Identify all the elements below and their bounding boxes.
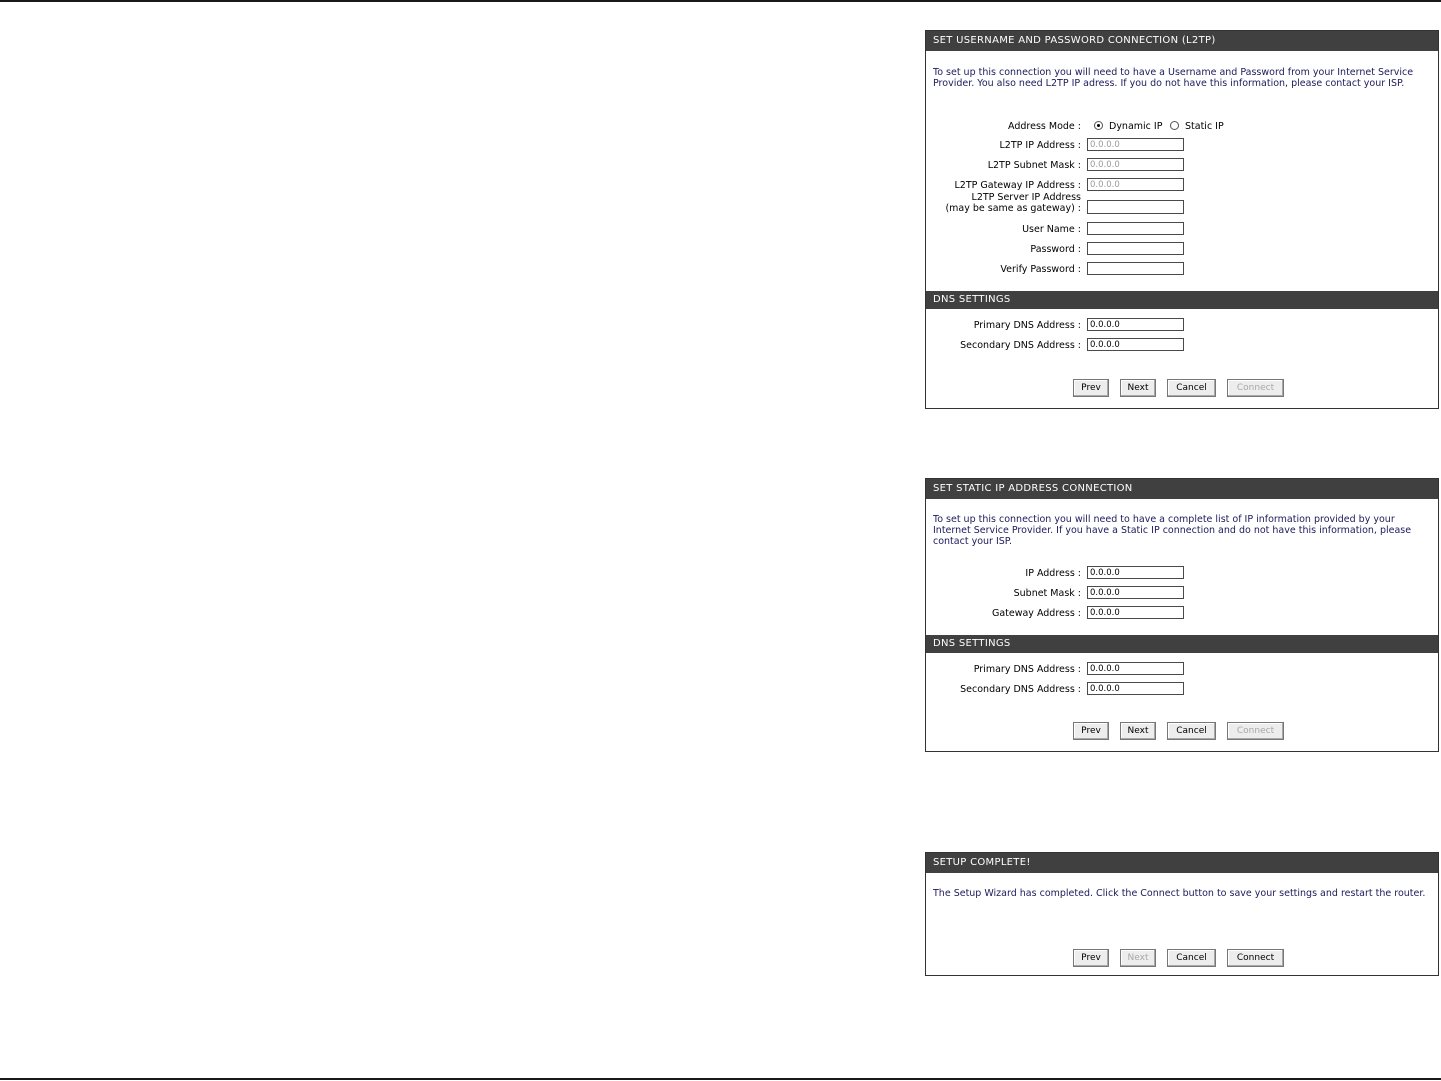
complete-title: SETUP COMPLETE! [933,857,1031,868]
static-secondary-dns-row [926,682,1438,698]
static-next-button[interactable]: Next [1120,722,1156,740]
static-gateway-row [926,606,1438,622]
static-subnet-label: Subnet Mask : [1013,588,1081,599]
l2tp-title: SET USERNAME AND PASSWORD CONNECTION (L2TP) [933,35,1216,46]
static-ip-label: IP Address : [1025,568,1081,579]
primary-dns-label: Primary DNS Address : [973,320,1081,331]
l2tp-intro: To set up this connection you will need to have a Username and Password from your Internet Service Provider. You also need L2TP IP adress. If you do not have this information, please contact your ISP. [933,67,1414,89]
complete-connect-button[interactable]: Connect [1227,949,1284,967]
static-cancel-button[interactable]: Cancel [1167,722,1216,740]
cancel-button[interactable]: Cancel [1167,379,1216,397]
l2tp-server-row [926,192,1438,216]
verify-password-input[interactable] [1087,262,1184,275]
l2tp-server-label-line2: (may be same as gateway) : [945,203,1081,214]
static-connect-button[interactable]: Connect [1227,722,1284,740]
l2tp-gateway-input[interactable]: 0.0.0.0 [1087,178,1184,191]
static-ip-label[interactable]: Static IP [1185,121,1224,132]
l2tp-gateway-label: L2TP Gateway IP Address : [954,180,1081,191]
address-mode-label: Address Mode : [1008,121,1081,132]
static-dns-title: DNS SETTINGS [933,638,1011,649]
username-row [926,222,1438,238]
l2tp-ip-row [926,138,1438,154]
l2tp-subnet-label: L2TP Subnet Mask : [987,160,1081,171]
l2tp-subnet-input[interactable]: 0.0.0.0 [1087,158,1184,171]
l2tp-ip-label: L2TP IP Address : [999,140,1081,151]
password-input[interactable] [1087,242,1184,255]
static-header [926,479,1438,499]
dynamic-ip-radio[interactable] [1094,121,1103,130]
static-primary-dns-label: Primary DNS Address : [973,664,1081,675]
static-ip-row [926,566,1438,582]
complete-header [926,853,1438,873]
static-secondary-dns-label: Secondary DNS Address : [960,684,1081,695]
address-mode-row [926,119,1438,135]
username-label: User Name : [1022,224,1081,235]
top-rule [0,0,1441,2]
static-prev-button[interactable]: Prev [1073,722,1109,740]
verify-password-row [926,262,1438,278]
secondary-dns-label: Secondary DNS Address : [960,340,1081,351]
static-gateway-label: Gateway Address : [991,608,1081,619]
complete-next-button[interactable]: Next [1120,949,1156,967]
static-gateway-input[interactable]: 0.0.0.0 [1087,606,1184,619]
username-input[interactable] [1087,222,1184,235]
static-ip-radio[interactable] [1170,121,1179,130]
prev-button[interactable]: Prev [1073,379,1109,397]
l2tp-panel [925,30,1439,409]
l2tp-ip-input[interactable]: 0.0.0.0 [1087,138,1184,151]
setup-complete-panel [925,852,1439,976]
l2tp-subnet-row [926,158,1438,174]
l2tp-dns-title: DNS SETTINGS [933,294,1011,305]
complete-intro: The Setup Wizard has completed. Click the Connect button to save your settings and restart the router. [933,888,1426,899]
complete-cancel-button[interactable]: Cancel [1167,949,1216,967]
password-label: Password : [1030,244,1081,255]
l2tp-secondary-dns-row [926,338,1438,354]
static-subnet-row [926,586,1438,602]
static-title: SET STATIC IP ADDRESS CONNECTION [933,483,1133,494]
password-row [926,242,1438,258]
complete-prev-button[interactable]: Prev [1073,949,1109,967]
static-primary-dns-input[interactable]: 0.0.0.0 [1087,662,1184,675]
static-intro: To set up this connection you will need to have a complete list of IP information provided by your Internet Service Provider. If you have a Static IP connection and do not have this information, please contact your ISP. [933,514,1412,547]
verify-password-label: Verify Password : [1000,264,1081,275]
l2tp-server-input[interactable] [1087,200,1184,214]
static-ip-panel [925,478,1439,752]
next-button[interactable]: Next [1120,379,1156,397]
connect-button[interactable]: Connect [1227,379,1284,397]
static-dns-header [926,635,1438,653]
l2tp-dns-header [926,291,1438,309]
bottom-rule [0,1078,1441,1080]
static-secondary-dns-input[interactable]: 0.0.0.0 [1087,682,1184,695]
l2tp-header [926,31,1438,51]
dynamic-ip-label[interactable]: Dynamic IP [1109,121,1163,132]
static-subnet-input[interactable]: 0.0.0.0 [1087,586,1184,599]
static-primary-dns-row [926,662,1438,678]
secondary-dns-input[interactable]: 0.0.0.0 [1087,338,1184,351]
l2tp-server-label-line1: L2TP Server IP Address [971,192,1081,203]
static-ip-input[interactable]: 0.0.0.0 [1087,566,1184,579]
l2tp-primary-dns-row [926,318,1438,334]
primary-dns-input[interactable]: 0.0.0.0 [1087,318,1184,331]
l2tp-server-label [945,192,1081,214]
